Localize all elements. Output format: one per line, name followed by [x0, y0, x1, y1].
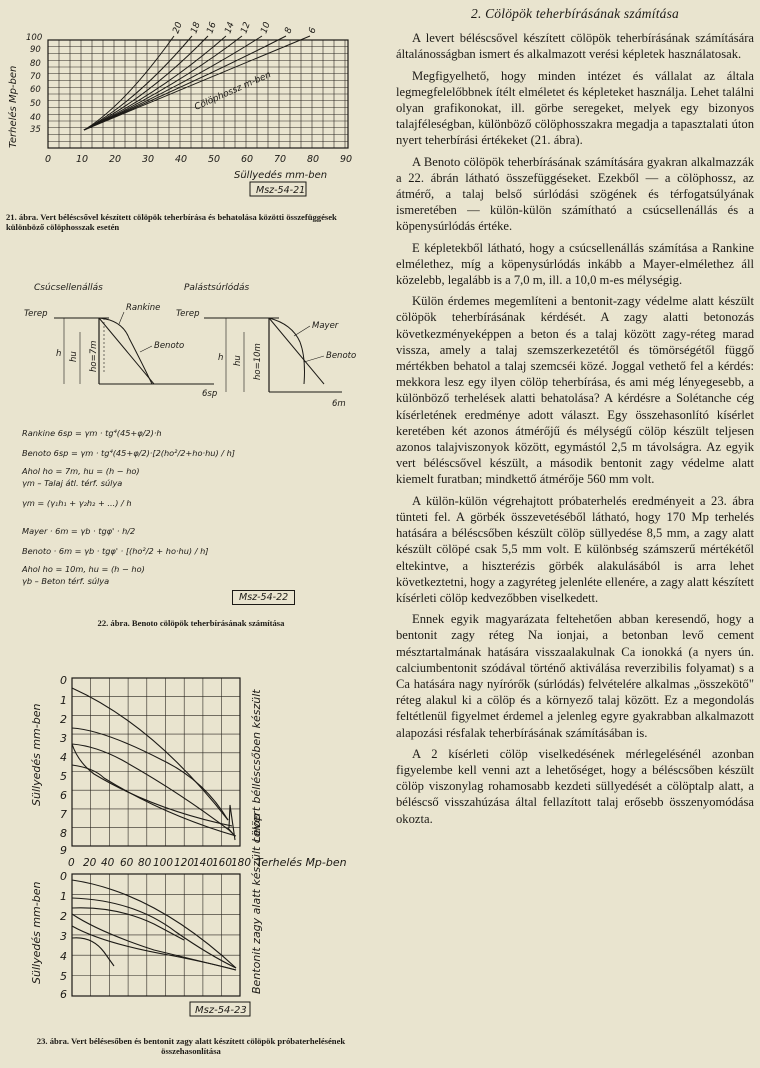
figure-21-curve-label: Cölöphossz m-ben: [193, 69, 273, 113]
length-curve: [84, 36, 310, 130]
figure-22-diagrams: [4, 272, 384, 412]
ho10-label: ho=10m: [253, 343, 263, 380]
formula-where-1: Ahol ho = 7m, hu = (h − ho): [22, 466, 140, 476]
upper-curve-5: [72, 744, 232, 826]
y-tick: 90: [30, 45, 41, 55]
x-tick: 30: [142, 154, 155, 165]
y-tick: 80: [30, 59, 41, 69]
figure-23-y-ticks-bottom: [60, 870, 67, 1001]
x-tick: 40: [175, 154, 188, 165]
x-tick: 70: [274, 154, 287, 165]
figure-23-y-ticks-top: [60, 674, 67, 857]
length-label: 18: [189, 20, 203, 36]
y-tick: 70: [30, 72, 41, 82]
h-label-right: h: [218, 353, 224, 363]
y-tick: 5: [60, 970, 67, 983]
figure-23-lower-curves: [72, 880, 236, 970]
formula-mayer: Mayer · 6m = γb · tgφ' · h/2: [22, 526, 136, 536]
paragraph: A levert béléscsővel készített cölöpök teherbírásának számítására általánosságban ismert és alkalmazott verési képletek használatosak.: [396, 31, 754, 62]
mayer-label: Mayer: [312, 321, 339, 331]
figure-23-y-label-bottom: Süllyedés mm-ben: [30, 881, 43, 984]
paragraph: Külön érdemes megemlíteni a bentonit-zagy védelme alatt készült cölöpök teherbírásának kérdését. A zagy alatti betonozás következményeképpen a beton és a talaj között zagy-réteg marad vissza, amely a talaj szemszerkezetétől és tömörségétől függő mértékben behatol a talaj szemcséi közé. Joggal vethető fel a kérdés: mekkora lesz egy ilyen cölöp teherbírása, és ami még lényegesebb, a különböző terhelések alatti behatolása? A kérdésre a Solétanche cég kísérletének eredménye adott választ. Egy összehasonlító kísérlet keretében két azonos átmérőjű és mélységű cölöp készült teljesen azonos talajviszonyok között, egymástól 2,5 m távolságra. Az egyik vert béléscsővel készült, a második bentonit zagy védelme alatt kiemelt furatban; mindkettő átmérője 560 mm volt.: [396, 294, 754, 487]
y-tick: 5: [60, 770, 67, 783]
y-tick: 35: [30, 125, 41, 135]
paragraph: E képletekből látható, hogy a csúcsellenállás számítása a Rankine elmélethez, míg a köpenysúrlódás inkább a Mayer-elmélethez áll közelebb, legalább is a 7,0 m, ill. a 10,0 m-es mélységig.: [396, 240, 754, 288]
figure-22-caption: 22. ábra. Benoto cölöpök teherbírásának számítása: [97, 618, 285, 628]
ho7-label: ho=7m: [89, 340, 99, 372]
y-tick: 4: [60, 950, 67, 963]
y-tick: 4: [60, 751, 67, 764]
figure-21: [4, 6, 384, 206]
paragraph: Ennek egyik magyarázata feltehetően abban keresendő, hogy a bentonit zagy réteg Na ionjai, a betonban levő cement mésztartalmának hatására visszaalakulnak Ca ionokká (a nyers ún. calciumbentonit szódával történő aktiválása reverzibilis folyamat) s a Ca hatására nagy nyírórők (súrlódás) felvételére alkalmas „összekötő" réteg alakul ki a cölöp és a környező talaj között. Ez a megondolás feltétlenül figyelmet érdemel a jelenleg egyre gyakrabban alkalmazott alapozási résfalak teherbírásának számításában is.: [396, 612, 754, 740]
x-tick: 10: [76, 154, 89, 165]
y-tick: 6: [60, 988, 67, 1001]
left-diagram-title: Csúcsellenállás: [34, 283, 103, 293]
upper-curve-label: Levert bélléscsőben készült: [250, 689, 263, 842]
lower-curve-label: Bentonit zagy alatt készült cölöp: [250, 813, 263, 994]
right-diagram-title: Palástsúrlódás: [184, 283, 250, 293]
figure-23-x-ticks: [68, 857, 251, 869]
figure-21-stamp: Msz-54-21: [256, 185, 306, 196]
y-tick: 0: [60, 870, 67, 883]
figure-21-x-ticks: [45, 154, 352, 165]
formula-where-2: Ahol ho = 10m, hu = (h − ho): [22, 564, 145, 574]
formula-gamma-m: γm = (γ₁h₁ + γ₂h₂ + ...) / h: [22, 498, 132, 508]
y-tick: 9: [60, 844, 67, 857]
formula-benoto-sp: Benoto 6sp = γm · tg⁴(45+φ/2)·[2(ho²/2+ho·hu) / h]: [22, 448, 235, 458]
benoto-label-left: Benoto: [154, 341, 185, 351]
length-label: 12: [239, 20, 253, 36]
x-tick: 0: [68, 857, 75, 869]
length-label: 6: [307, 26, 319, 36]
length-label: 16: [205, 20, 219, 36]
y-tick: 6: [60, 789, 67, 802]
length-label: 20: [171, 20, 185, 36]
x-tick: 160: [212, 857, 233, 869]
figure-23-upper-curves: [72, 688, 236, 840]
length-curve: [84, 36, 174, 130]
figure-23-caption: 23. ábra. Vert bélésesőben és bentonit zagy alatt készített cölöpök próbaterhelésének összehasonlítása: [36, 1036, 346, 1056]
paragraph: A külön-külön végrehajtott próbaterhelés eredményeit a 23. ábra tünteti fel. A görbék összevetéséből látható, hogy 170 Mp terhelés hatására a béléscsőben készült cölöp süllyedése 8,5 mm, a zagy alatt készült cölöpé csak 5,5 mm volt. E különbség számszerű mértékétől eltekintve, a hiszterézis görbék alakulásából is arra lehet következtetni, hogy a zagyréteg jelenléte ellenére, a zagy alatt készített kísérleti cölöp kedvezőbben viselkedett.: [396, 493, 754, 605]
hu-label-right: hu: [233, 355, 243, 366]
formula-gamma-b-def: γb – Beton térf. súlya: [22, 576, 110, 586]
length-label: 14: [223, 20, 237, 36]
formula-gamma-m-def: γm – Talaj átl. térf. súlya: [22, 478, 123, 488]
hu-label-left: hu: [69, 351, 79, 362]
figure-23-stamp: Msz-54-23: [195, 1005, 247, 1016]
article-column: [396, 6, 754, 827]
y-tick: 2: [60, 713, 67, 726]
x-tick: 60: [120, 857, 134, 869]
figure-22-stamp: Msz-54-22: [232, 590, 295, 605]
figure-23: [4, 670, 384, 1030]
m-label: 6m: [332, 399, 346, 409]
y-tick: 60: [30, 85, 41, 95]
paragraph: A 2 kísérleti cölöp viselkedésének mérlegelésénél azonban figyelembe kell venni azt a lehetőséget, hogy a béléscsőben készült cölöp viszonylag rohamosabb kezdeti süllyedését a cölöptalp alatt, a béléscső visszahúzása által fellazított talaj erősebb összenyomódása okozta.: [396, 746, 754, 826]
x-tick: 80: [307, 154, 320, 165]
formula-rankine: Rankine 6sp = γm · tg⁴(45+φ/2)·h: [22, 428, 162, 438]
lower-curve-5: [72, 926, 236, 970]
figure-21-x-label: Süllyedés mm-ben: [234, 170, 328, 181]
lower-curve-4: [72, 914, 236, 970]
figure-21-grid: [48, 40, 348, 148]
y-tick: 8: [60, 827, 67, 840]
x-tick: 90: [340, 154, 353, 165]
x-tick: 120: [174, 857, 195, 869]
x-tick: 40: [101, 857, 115, 869]
y-tick: 3: [60, 732, 67, 745]
y-tick: 7: [60, 808, 67, 821]
terep-label-right: Terep: [176, 309, 200, 319]
length-label: 8: [283, 26, 295, 36]
sp-label: 6sp: [202, 389, 218, 399]
lower-curve-6: [72, 938, 114, 966]
formula-benoto-m: Benoto · 6m = γb · tgφ' · [(ho²/2 + ho·hu) / h]: [22, 546, 209, 556]
x-tick: 20: [109, 154, 122, 165]
figure-21-curves: [84, 36, 310, 130]
figure-21-y-ticks: [26, 33, 42, 135]
figure-21-caption: 21. ábra. Vert béléscsővel készített cölöpök teherbírása és behatolása közötti összefüggések különböző cölöphosszak esetén: [6, 212, 337, 232]
figure-21-y-label: Terhelés Mp-ben: [8, 65, 19, 148]
length-curve: [84, 36, 226, 130]
terep-label-left: Terep: [24, 309, 48, 319]
paragraph: Megfigyelhető, hogy minden intézet és vállalat az általa legmegfelelőbbnek ítélt elméletet és képleteket használja. Lehet találni olyan grafikonokat, ill. görbe seregeket, melyek egy bizonyos talajféleségban, különböző cölöphosszakra megadja a tapasztalati úton nyert teherbírási értékeket (21. ábra).: [396, 68, 754, 148]
figure-21-length-labels: [171, 21, 318, 35]
figure-23-y-label-top: Süllyedés mm-ben: [30, 703, 43, 806]
x-tick: 20: [83, 857, 97, 869]
y-tick: 1: [60, 694, 67, 707]
y-tick: 100: [26, 33, 43, 43]
upper-curve-2: [72, 728, 228, 820]
y-tick: 1: [60, 890, 67, 903]
y-tick: 50: [30, 99, 41, 109]
x-tick: 80: [138, 857, 152, 869]
y-tick: 2: [60, 910, 67, 923]
rankine-label: Rankine: [126, 303, 161, 313]
benoto-label-right: Benoto: [326, 351, 357, 361]
x-tick: 180: [231, 857, 252, 869]
length-curve: [84, 36, 192, 130]
y-tick: 40: [30, 113, 41, 123]
paragraph: A Benoto cölöpök teherbírásának számítására gyakran alkalmazzák a 22. ábrán látható összefüggéseket. Ezekből — a cölöphossz, az átmérő, a talaj belső súrlódási szögének és térfogatsúlyának ismeretében — külön-külön számítható a csúcsellenállás és a köpenysúrlódás értéke.: [396, 154, 754, 234]
x-tick: 140: [193, 857, 214, 869]
x-tick: 50: [208, 154, 221, 165]
figure-23-grid: [72, 678, 240, 996]
y-tick: 3: [60, 930, 67, 943]
figure-23-x-label: Terhelés Mp-ben: [256, 856, 347, 869]
y-tick: 0: [60, 674, 67, 687]
h-label-left: h: [56, 349, 62, 359]
x-tick: 60: [241, 154, 254, 165]
article-heading: 2. Cölöpök teherbírásának számítása: [471, 6, 679, 21]
length-label: 10: [259, 20, 273, 36]
x-tick: 0: [45, 154, 52, 165]
x-tick: 100: [153, 857, 174, 869]
